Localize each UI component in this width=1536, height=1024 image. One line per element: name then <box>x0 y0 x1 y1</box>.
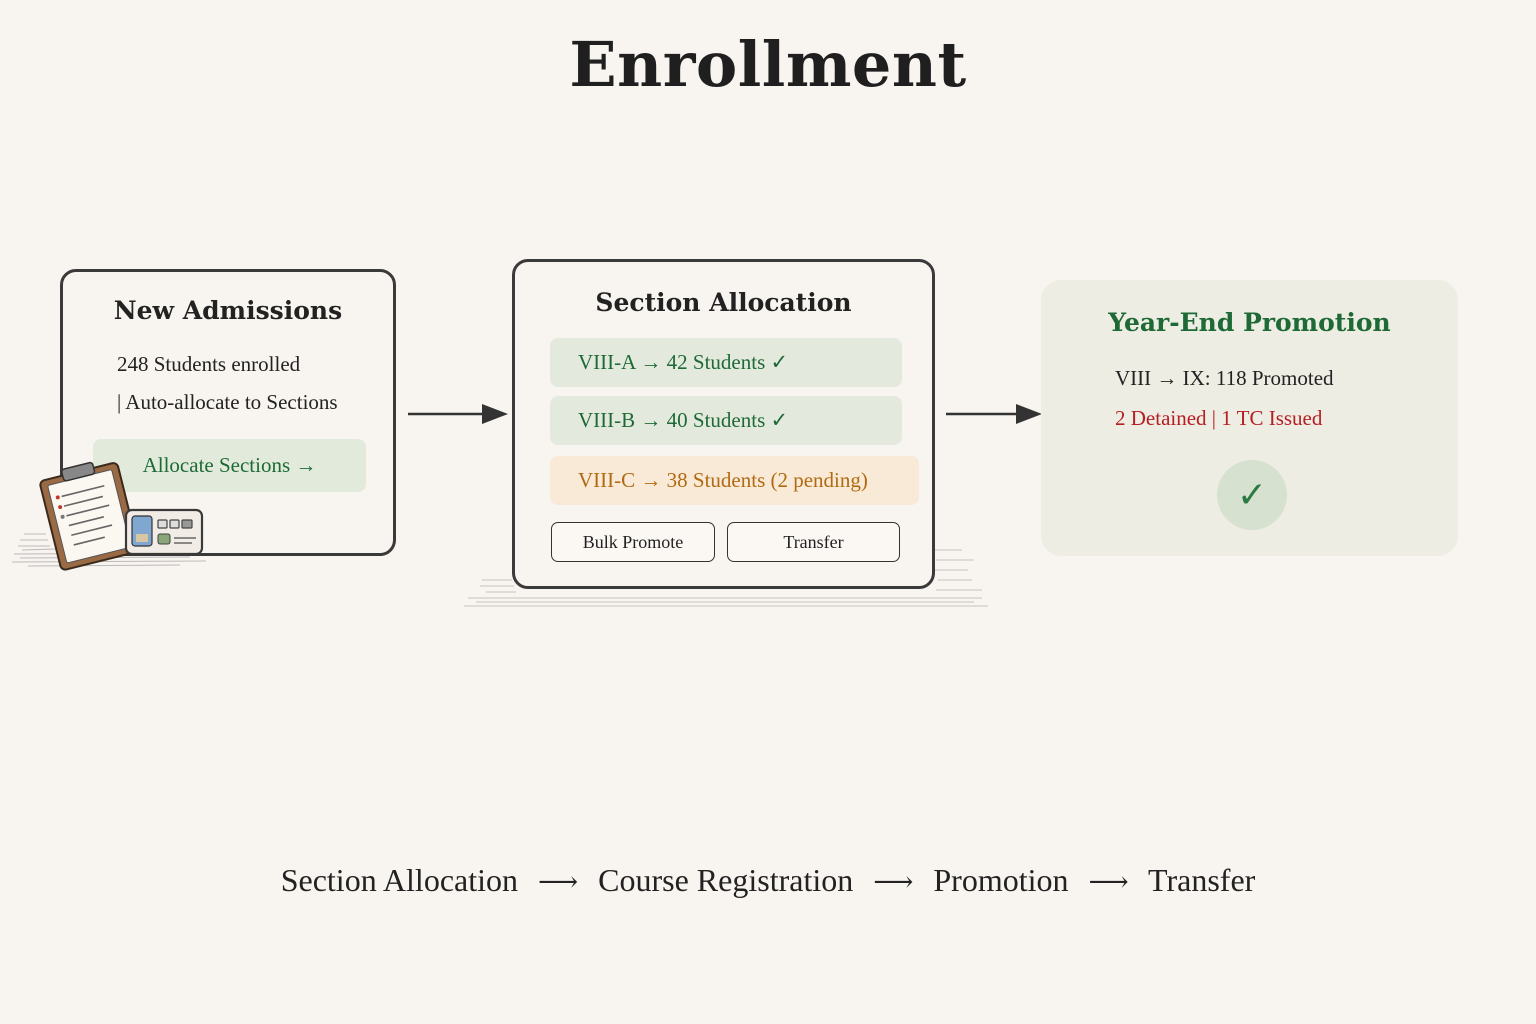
section-allocation-card <box>512 259 935 589</box>
id-card-icon <box>124 506 206 558</box>
flow-arrow-icon: ⟶ <box>873 865 914 898</box>
flow-step-transfer: Transfer <box>1148 862 1256 898</box>
promoted-count-text: VIII → IX: 118 Promoted <box>1115 366 1334 390</box>
transfer-button[interactable]: Transfer <box>727 522 900 562</box>
flow-step-course-registration: Course Registration <box>598 862 854 898</box>
students-enrolled-text: 248 Students enrolled <box>117 352 301 376</box>
allocate-sections-button[interactable]: Allocate Sections → <box>93 439 366 492</box>
flow-step-section-allocation: Section Allocation <box>280 862 518 898</box>
section-allocation-heading: Section Allocation <box>595 288 852 317</box>
workflow-breadcrumb <box>0 862 1536 899</box>
year-end-promotion-heading: Year-End Promotion <box>1108 308 1391 337</box>
flow-arrow-icon: ⟶ <box>538 865 579 898</box>
check-icon: ✓ <box>1217 460 1287 530</box>
flow-arrow-icon: ⟶ <box>1088 865 1129 898</box>
detained-tc-text: 2 Detained | 1 TC Issued <box>1115 406 1323 430</box>
page-title: Enrollment <box>569 28 967 101</box>
new-admissions-heading: New Admissions <box>113 296 343 325</box>
section-row-viii-b[interactable]: VIII-B → 40 Students ✓ <box>550 396 902 445</box>
section-row-viii-a[interactable]: VIII-A → 42 Students ✓ <box>550 338 902 387</box>
arrow-right-icon <box>406 400 510 428</box>
year-end-promotion-card <box>1041 280 1458 556</box>
section-row-viii-c[interactable]: VIII-C → 38 Students (2 pending) <box>550 456 919 505</box>
arrow-right-icon <box>944 400 1044 428</box>
auto-allocate-text: | Auto-allocate to Sections <box>117 390 338 414</box>
bulk-promote-button[interactable]: Bulk Promote <box>551 522 715 562</box>
flow-step-promotion: Promotion <box>933 862 1069 898</box>
